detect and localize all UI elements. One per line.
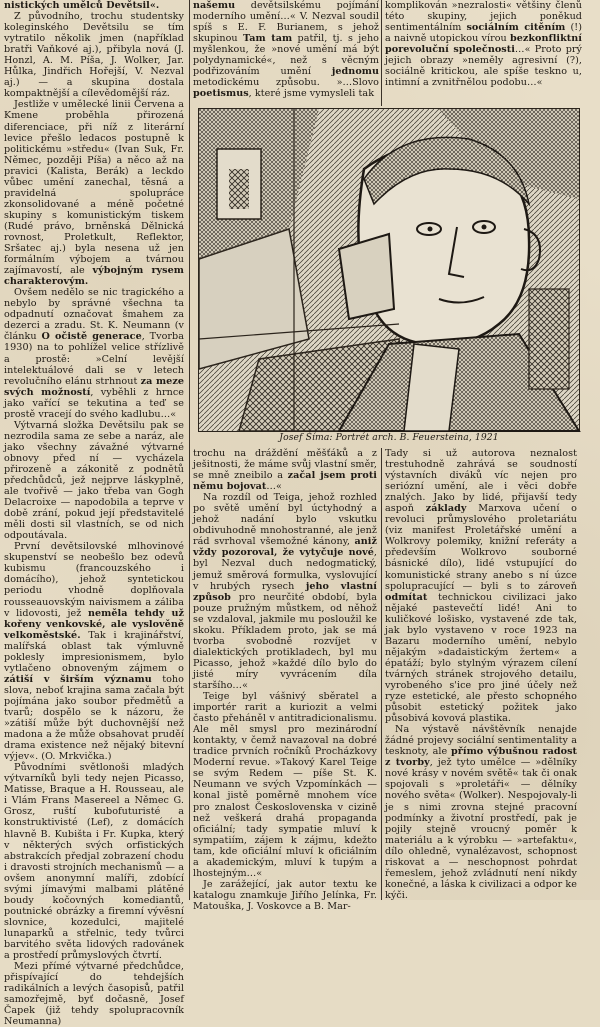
paragraph: Ovšem nedělo se nic tragického a nebylo by správné všechna ta odpadnutí označovat šmahem za dezerci a zradu. St. K. Neumann (v článku O očistě generace, Tvorba 1930) na to pohlížel velice střízlivě a prostě: »Celní levější intelektuálové dali se v letech revolučního elánu strhnout za meze svých možností, vyběhli z hrnce jako vařící se tekutina a teď se prostě vracejí do svého kadlubu…« [4, 287, 184, 420]
paragraph: Původními světlonoši mladých výtvarníků byli tedy nejen Picasso, Matisse, Braque a H. Rousseau, ale i Vlám Frans Masereel a Němec G. Grosz, ruští kubofuturisté a konstruktivisté (Lef), z domácích hlavně B. Kubišta i Fr. Kupka, který v některých svých orfistických abstrakcích předjal zobrazení chodu i dravosti strojních mechanismů — a ovšem anonymní malíři, zdobící svými jímavými malbami plátěné boudy kočovných komediantů, poutnické obrázky a firemní vývěsní slovnice, kozedulci, majitelé lunaparků a střelnic, tedy tvůrci barvitého světa lidových radovánek a prostředí průmyslových čtvrtí. [4, 762, 184, 962]
portrait-illustration [198, 108, 580, 432]
article-column-2-bottom [193, 448, 377, 912]
paragraph: Na rozdíl od Teiga, jehož rozhled po světě umění byl úctyhodný a jehož nadání bylo vskutku obdivuhodně mnohostranné, ale jenž rád svrhoval všemožné kánony, aniž vždy pozoroval, že vytyčuje nové, byl Nezval duch nedogmatický, jemuž směrová formulka, vyslovující v hrubých rysech jeho vlastní způsob pro neurčité období, byla pouze pružným můstkem, od něhož se vzdaloval, jakmile mu posloužil ke skoku. Příkladem proto, jak se má tvorba svobodně rozvíjet v dialektických protikladech, byl mu Picasso, jehož »každé dílo bylo do jisté míry vyvrácením díla staršího…« [193, 492, 377, 691]
illustration-caption: Josef Šíma: Portrét arch. B. Feuersteina, 1921 [279, 432, 499, 443]
paragraph: komplikován »nezralosti« většiny členů této skupiny, jejich poněkud sentimentálním sociálním citěním (!) a naivně utopickou vírou bezkonfliktní porevoluční společnosti…« Proto prý jejich obrazy »neměly agresivní (?), sociálně kritickou, ale spíše teskno u, intimní a zvnitřnělou podobu…« [385, 0, 582, 89]
paragraph: Výtvarná složka Devětsilu pak se nezrodila sama ze sebe a naráz, ale jako všechny závažné výtvarné obnovy před ní — vycházela přirozeně a zákonitě z podnětů předchůdců, jež nejprve láskyplně, ale tvořivě — jako třeba van Gogh Delacroixe — napodobila a teprve v době zrání, pokud její představitelé měli dosti sil vlastních, se od nich odpoutávala. [4, 419, 184, 542]
article-column-1 [4, 0, 184, 1027]
paragraph: Na výstavě návštěvník nenajde žádné projevy sociální sentimentality a tesknoty, ale přímo výbušnou radost z tvorby, jež tyto umělce — »dělníky nové krásy v novém světě« tak či onak spojovali s »proletáři« — dělníky nového světa« (Wolker). Nespojovaly-li je s nimi zrovna stejné pracovní podmínky a životní prostředí, pak je pojily stejně vroucný poměr k materiálu a k výrobku — »artefaktu«, dílo ohledně, vynalézavost, schopnost riskovat a — neschopnost pohrdat řemeslem, jehož zvládnutí není nikdy konečné, a láska k civilizaci a odpor ke kýči. [385, 724, 578, 901]
paragraph: Teige byl vášnivý sběratel a importér rarit a kuriozit a velmi často přeháněl v antitradicionalismu. Ale měl smysl pro mezinárodní kontakty, v čemž navazoval na dobré tradice prvních ročníků Procházkovy Moderní revue. »Takový Karel Teige se svým Redem — píše St. K. Neumann ve svých Vzpomínkách — konal jistě poměrně mnohem více pro znalost Československa v cizině než veškerá drahá propaganda oficiální; tady sympatie mluví k sympatiím, zájem k zájmu, kdežto tam, kde oficiální mluví k oficiálním a akademickým, mluví k tupým a lhostejným…« [193, 691, 377, 879]
paragraph: Tady si už autorova neznalost trestuhodně zahrává se soudností výstavních diváků víc nejen pro seriózní umění, ale i věci dobře znalých. Jako by lidé, přijavší tedy aspoň základy Marxova učení o revoluci průmyslového proletariátu (viz manifest Proletářské umění a Wolkrovy polemiky, knižní referáty a především Wolkrovo souborné básnické dílo), lidé vstupující do komunistické strany anebo s ní úzce spolupracující — byli s to zároveň odmítat technickou civilizaci jako nějaké pastevečtí lidé! Ani to kuličkové lošisko, vystavené zde tak, jak bylo vystaveno v roce 1923 na Bazaru moderního umění, nebylo nějakým »dadaistickým žertem« a épatáží; bylo stylným výrazem cílení tvárných stránek strojového detailu, vyrobeného s'ice pro jiné účely než ryze estetické, ale přesto schopného působit estetický požitek jako působivá kovová plastika. [385, 448, 577, 725]
column-rule [381, 448, 382, 900]
article-column-3-bottom [385, 448, 577, 900]
column-rule [381, 0, 382, 106]
paragraph: Mezi přímé výtvarné předchůdce, přispívající do tehdejších radikálních a levých časopisů, patřil samozřejmě, byť dočasně, Josef Čapek (již tehdy spolupracovník Neumanna) [4, 961, 184, 1027]
portrait-drawing [199, 109, 579, 431]
paragraph: trochu na dráždění měšťáků a z ješitnosti, že máme svůj vlastní směr, se mně zneibilo a začal jsem proti němu bojovat…« [193, 448, 377, 493]
paragraph: nistických umělců Devětsil«. [4, 0, 160, 11]
paragraph: Je zarážející, jak autor textu ke katalogu znamkuje Jiřího Jelínka, Fr. Matouška, J. Voskovce a B. Mar- [193, 878, 377, 912]
paragraph: našemu devětsilskému pojímání moderního umění…« V. Nezval soudil spíš s E. F. Burianem, s jehož skupinou Tam tam patřil, tj. s jeho myšlenkou, že »nové umění má být polydynamické«, než s věcným podřizováním umění jednomu metodickému způsobu. »…Slovo poetismus, které jsme vymysleli tak [193, 0, 380, 100]
paragraph: Z původního, trochu studentsky koleginského Devětsilu se tím vytratilo několik jmen (například bratři Vaňkové aj.), přibyla nová (J. Honzl, A. M. Píša, J. Wolker, Jar. Hůlka, Jindřich Hořejší, V. Nezval aj.) — a skupina dostala kompaktnější a cílevědomější ráz. [4, 11, 184, 100]
paragraph: Jestliže v umělecké linii Červena a Kmene proběhla přirozená diferenciace, při níž z literární levice přešlo ledacos postupně k politickému »středu« (Ivan Suk, Fr. Němec, později Píša) a něco až na pravici (Kalista, Berák) a leckdo vůbec umění zanechal, těsná a pravidelná spolupráce zkonsolidované a méně početné skupiny s komunistickým tiskem (Rudé právo, brněnská Dělnická rovnost, Proletkult, Reflektor, Sršatec aj.) byla nesena už jen formálním výbojem a tvárnou zajímavostí, ale výbojným rysem charakterovým. [4, 99, 184, 288]
paragraph: První devětsilovské mlhovinové skupenství se neobešlo bez odevů kubismu (francouzského i domácího), jehož syntetickou periodu vhodně doplňovala rousseauovským naivismem a záliba v lidovosti, jež neměla tehdy už kořeny venkovské, ale vyslověně velkoměstské. Tak i krajinářství, malířská oblast tak výmluvně poklesly impresionismem, bylo vytlačeno obnoveným zájmem o zátiší v širším významu toho slova, neboť krajina sama začala být pojímána jako soubor předmětů a tvarů; dospělo se k názoru, že »zátiší může být duchovnější než madona a že může obsahovat pruděí drama existence než nějaký bitevní výjev«. (O. Mrkvička.) [4, 541, 184, 763]
column-rule [189, 0, 190, 900]
article-column-2-top [193, 0, 379, 106]
article-column-3-top [385, 0, 582, 106]
